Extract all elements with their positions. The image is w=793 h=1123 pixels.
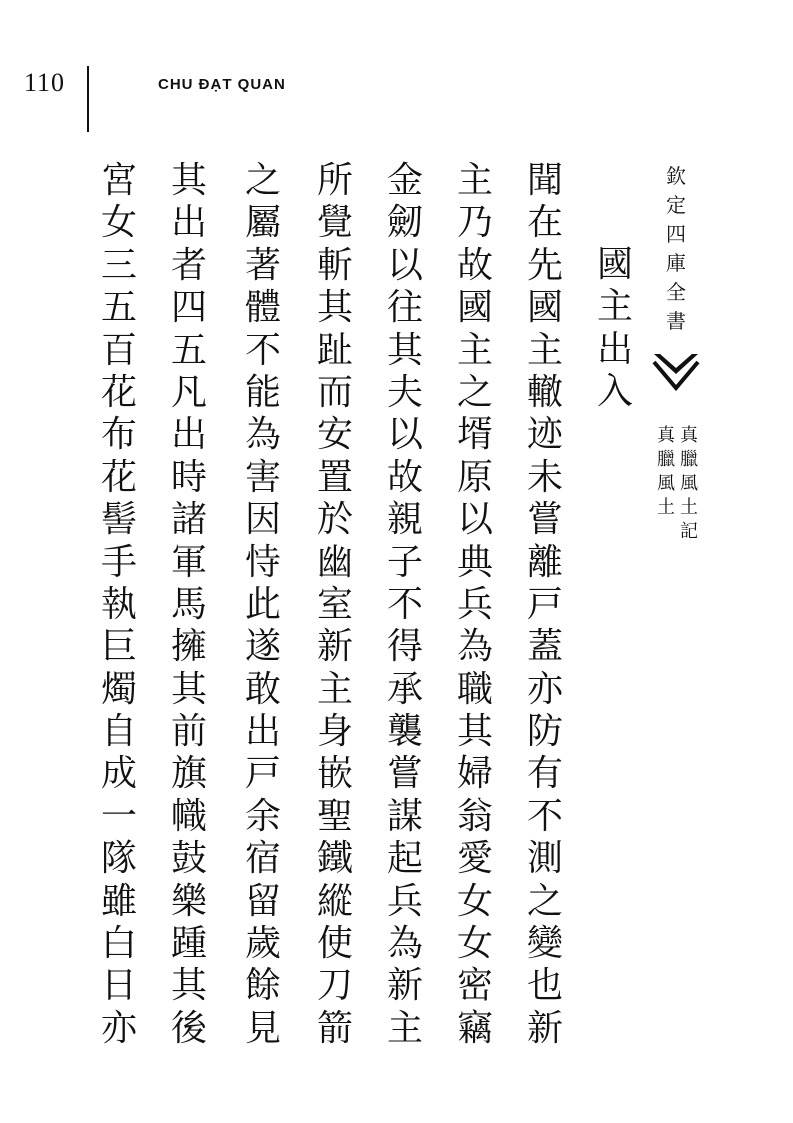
text-char: 戸 bbox=[526, 583, 563, 625]
text-char: 鼓 bbox=[170, 838, 207, 880]
margin-char: 臘 bbox=[657, 449, 675, 470]
heading-char: 國 bbox=[596, 244, 633, 285]
text-char: 其 bbox=[316, 287, 353, 329]
text-char: 國 bbox=[526, 287, 563, 329]
text-char: 不 bbox=[386, 583, 423, 625]
text-char: 隊 bbox=[100, 838, 137, 880]
text-char: 兵 bbox=[386, 880, 423, 922]
text-char: 身 bbox=[316, 711, 353, 753]
text-char: 此 bbox=[244, 583, 281, 625]
text-char: 不 bbox=[244, 329, 281, 371]
text-char: 防 bbox=[526, 711, 563, 753]
text-char: 故 bbox=[386, 456, 423, 498]
text-char: 後 bbox=[170, 1007, 207, 1049]
text-char: 余 bbox=[244, 795, 281, 837]
text-char: 壻 bbox=[456, 414, 493, 456]
text-char: 得 bbox=[386, 626, 423, 668]
text-char: 之 bbox=[244, 160, 281, 201]
text-char: 刀 bbox=[316, 965, 353, 1007]
text-char: 著 bbox=[244, 244, 281, 286]
text-char: 金 bbox=[386, 160, 423, 201]
text-column-6 bbox=[167, 160, 211, 1050]
text-char: 亦 bbox=[100, 1007, 137, 1049]
text-char: 巨 bbox=[100, 626, 137, 668]
text-char: 三 bbox=[100, 244, 137, 286]
text-char: 子 bbox=[386, 541, 423, 583]
text-char: 亦 bbox=[526, 668, 563, 710]
text-char: 主 bbox=[456, 329, 493, 371]
text-char: 起 bbox=[386, 838, 423, 880]
text-char: 國 bbox=[456, 287, 493, 329]
text-char: 樂 bbox=[170, 880, 207, 922]
text-char: 為 bbox=[244, 414, 281, 456]
margin-char: 庫 bbox=[666, 251, 686, 275]
text-char: 新 bbox=[386, 965, 423, 1007]
text-char: 乃 bbox=[456, 202, 493, 244]
text-column-3 bbox=[383, 160, 427, 1050]
text-char: 轍 bbox=[526, 371, 563, 413]
margin-char: 臘 bbox=[680, 449, 698, 470]
text-char: 婦 bbox=[456, 753, 493, 795]
text-char: 成 bbox=[100, 753, 137, 795]
text-char: 幽 bbox=[316, 541, 353, 583]
running-head: CHU ĐẠT QUAN bbox=[158, 76, 286, 93]
text-char: 髻 bbox=[100, 499, 137, 541]
text-char: 襲 bbox=[386, 711, 423, 753]
margin-char: 真 bbox=[680, 425, 698, 446]
text-char: 旗 bbox=[170, 753, 207, 795]
section-heading bbox=[593, 244, 637, 414]
text-char: 遂 bbox=[244, 626, 281, 668]
text-char: 幟 bbox=[170, 795, 207, 837]
text-column-4 bbox=[313, 160, 357, 1050]
text-char: 所 bbox=[316, 160, 353, 201]
text-char: 親 bbox=[386, 499, 423, 541]
text-char: 謀 bbox=[386, 795, 423, 837]
text-char: 雖 bbox=[100, 880, 137, 922]
text-char: 新 bbox=[526, 1007, 563, 1049]
text-char: 其 bbox=[456, 711, 493, 753]
text-char: 室 bbox=[316, 583, 353, 625]
text-char: 測 bbox=[526, 838, 563, 880]
text-char: 宿 bbox=[244, 838, 281, 880]
fish-tail-mark-icon bbox=[652, 352, 700, 394]
text-column-7 bbox=[97, 160, 141, 1050]
text-char: 女 bbox=[100, 202, 137, 244]
text-char: 其 bbox=[170, 160, 207, 201]
text-char: 未 bbox=[526, 456, 563, 498]
text-char: 典 bbox=[456, 541, 493, 583]
text-char: 執 bbox=[100, 583, 137, 625]
text-char: 凡 bbox=[170, 371, 207, 413]
margin-char: 書 bbox=[666, 309, 686, 333]
text-char: 害 bbox=[244, 456, 281, 498]
text-char: 日 bbox=[100, 965, 137, 1007]
text-char: 主 bbox=[456, 160, 493, 201]
text-char: 迹 bbox=[526, 414, 563, 456]
text-char: 鐵 bbox=[316, 838, 353, 880]
text-char: 劒 bbox=[386, 202, 423, 244]
text-char: 不 bbox=[526, 795, 563, 837]
text-column-1 bbox=[523, 160, 567, 1050]
text-char: 女 bbox=[456, 923, 493, 965]
margin-char: 定 bbox=[666, 193, 686, 217]
text-column-5 bbox=[241, 160, 285, 1050]
text-char: 者 bbox=[170, 244, 207, 286]
heading-char: 主 bbox=[596, 286, 633, 328]
text-char: 先 bbox=[526, 244, 563, 286]
text-char: 往 bbox=[386, 287, 423, 329]
text-char: 而 bbox=[316, 371, 353, 413]
text-char: 踵 bbox=[170, 923, 207, 965]
text-char: 以 bbox=[386, 244, 423, 286]
text-char: 翁 bbox=[456, 795, 493, 837]
text-char: 出 bbox=[170, 202, 207, 244]
text-char: 竊 bbox=[456, 1007, 493, 1049]
margin-char: 四 bbox=[666, 222, 686, 246]
text-char: 新 bbox=[316, 626, 353, 668]
text-char: 主 bbox=[386, 1007, 423, 1049]
text-char: 燭 bbox=[100, 668, 137, 710]
margin-char: 土 bbox=[680, 497, 698, 518]
text-char: 擁 bbox=[170, 626, 207, 668]
text-char: 出 bbox=[170, 414, 207, 456]
text-char: 離 bbox=[526, 541, 563, 583]
text-char: 五 bbox=[170, 329, 207, 371]
margin-char: 風 bbox=[680, 473, 698, 494]
text-char: 夫 bbox=[386, 371, 423, 413]
text-char: 其 bbox=[170, 965, 207, 1007]
text-char: 斬 bbox=[316, 244, 353, 286]
text-char: 置 bbox=[316, 456, 353, 498]
text-char: 一 bbox=[100, 795, 137, 837]
heading-char: 入 bbox=[596, 371, 633, 413]
text-char: 嵌 bbox=[316, 753, 353, 795]
text-char: 布 bbox=[100, 414, 137, 456]
text-char: 承 bbox=[386, 668, 423, 710]
text-char: 體 bbox=[244, 287, 281, 329]
text-char: 在 bbox=[526, 202, 563, 244]
text-char: 花 bbox=[100, 371, 137, 413]
header-divider bbox=[87, 66, 89, 132]
margin-char: 真 bbox=[657, 425, 675, 446]
text-char: 諸 bbox=[170, 499, 207, 541]
text-char: 變 bbox=[526, 923, 563, 965]
text-char: 餘 bbox=[244, 965, 281, 1007]
text-char: 蓋 bbox=[526, 626, 563, 668]
text-char: 縱 bbox=[316, 880, 353, 922]
text-char: 故 bbox=[456, 244, 493, 286]
text-char: 見 bbox=[244, 1007, 281, 1049]
text-char: 愛 bbox=[456, 838, 493, 880]
text-char: 其 bbox=[170, 668, 207, 710]
text-char: 之 bbox=[456, 371, 493, 413]
text-char: 以 bbox=[386, 414, 423, 456]
text-char: 趾 bbox=[316, 329, 353, 371]
text-char: 出 bbox=[244, 711, 281, 753]
text-column-2 bbox=[453, 160, 497, 1050]
margin-title-column bbox=[664, 162, 688, 336]
text-char: 白 bbox=[100, 923, 137, 965]
text-char: 能 bbox=[244, 371, 281, 413]
text-char: 因 bbox=[244, 499, 281, 541]
text-char: 聞 bbox=[526, 160, 563, 201]
text-char: 為 bbox=[456, 626, 493, 668]
text-char: 其 bbox=[386, 329, 423, 371]
margin-char: 風 bbox=[657, 473, 675, 494]
margin-char: 記 bbox=[680, 521, 698, 542]
margin-char: 欽 bbox=[666, 164, 686, 188]
text-char: 歲 bbox=[244, 923, 281, 965]
text-char: 恃 bbox=[244, 541, 281, 583]
text-char: 軍 bbox=[170, 541, 207, 583]
text-char: 敢 bbox=[244, 668, 281, 710]
text-char: 兵 bbox=[456, 583, 493, 625]
text-char: 嘗 bbox=[526, 499, 563, 541]
text-char: 職 bbox=[456, 668, 493, 710]
text-char: 百 bbox=[100, 329, 137, 371]
text-char: 花 bbox=[100, 456, 137, 498]
text-char: 戸 bbox=[244, 753, 281, 795]
text-char: 聖 bbox=[316, 795, 353, 837]
text-char: 主 bbox=[526, 329, 563, 371]
text-char: 密 bbox=[456, 965, 493, 1007]
text-char: 有 bbox=[526, 753, 563, 795]
text-char: 留 bbox=[244, 880, 281, 922]
text-char: 手 bbox=[100, 541, 137, 583]
heading-char: 出 bbox=[596, 328, 633, 370]
text-char: 四 bbox=[170, 287, 207, 329]
text-char: 箭 bbox=[316, 1007, 353, 1049]
text-char: 屬 bbox=[244, 202, 281, 244]
text-char: 使 bbox=[316, 923, 353, 965]
text-char: 自 bbox=[100, 711, 137, 753]
page-number: 110 bbox=[24, 68, 66, 97]
margin-book-title-column-right bbox=[678, 424, 700, 544]
text-char: 五 bbox=[100, 287, 137, 329]
margin-book-title-column-left bbox=[655, 424, 677, 520]
margin-char: 全 bbox=[666, 280, 686, 304]
text-char: 主 bbox=[316, 668, 353, 710]
text-char: 馬 bbox=[170, 583, 207, 625]
text-char: 前 bbox=[170, 711, 207, 753]
text-char: 女 bbox=[456, 880, 493, 922]
text-char: 為 bbox=[386, 923, 423, 965]
text-char: 原 bbox=[456, 456, 493, 498]
margin-char: 土 bbox=[657, 497, 675, 518]
text-char: 時 bbox=[170, 456, 207, 498]
text-char: 宮 bbox=[100, 160, 137, 201]
text-char: 覺 bbox=[316, 202, 353, 244]
text-char: 於 bbox=[316, 499, 353, 541]
text-char: 安 bbox=[316, 414, 353, 456]
text-char: 也 bbox=[526, 965, 563, 1007]
text-char: 嘗 bbox=[386, 753, 423, 795]
text-char: 之 bbox=[526, 880, 563, 922]
text-char: 以 bbox=[456, 499, 493, 541]
